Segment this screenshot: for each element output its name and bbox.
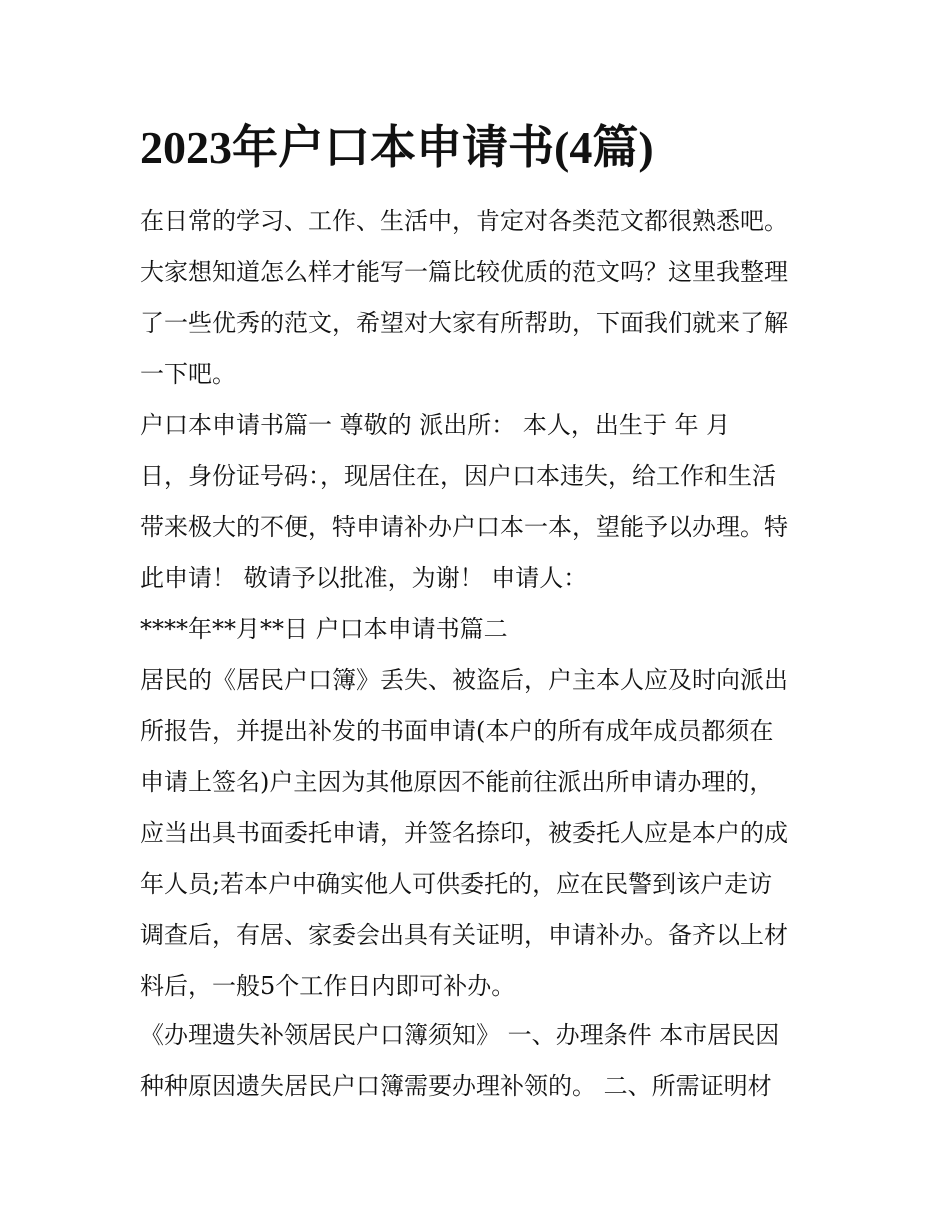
date-and-sample-two-heading: ****年**月**日 户口本申请书篇二 <box>140 615 508 643</box>
intro-paragraph: 在日常的学习、工作、生活中，肯定对各类范文都很熟悉吧。 大家想知道怎么样才能写一篇比较优质的范文吗？这里我整理 了一些优秀的范文，希望对大家有所帮助，下面我们就来了解 一下吧。 <box>140 207 788 388</box>
document-title: 2023年户口本申请书(4篇) <box>140 122 654 173</box>
sample-one-paragraph: 户口本申请书篇一 尊敬的 派出所： 本人，出生于 年 月 日，身份证号码：，现居住在，因户口本违失，给工作和生活 带来极大的不便，特申请补办户口本一本，望能予以办理。特 此申请！ 敬请予以批准，为谢！ 申请人： <box>140 411 788 592</box>
notice-paragraph: 《办理遗失补领居民户口簿须知》 一、办理条件 本市居民因 种种原因遗失居民户口簿需要办理补领的。 二、所需证明材 <box>140 1021 780 1100</box>
sample-two-paragraph: 居民的《居民户口簿》丢失、被盗后，户主本人应及时向派出 所报告，并提出补发的书面申请(本户的所有成年成员都须在 申请上签名)户主因为其他原因不能前往派出所申请办理的， 应当出具书面委托申请，并签名捺印，被委托人应是本户的成 年人员;若本户中确实他人可供委托的，应在民警到该户走访 调查后，有居、家委会出具有关证明，申请补办。备齐以上材 料后，一般5个工作日内即可补办。 <box>140 666 788 1000</box>
